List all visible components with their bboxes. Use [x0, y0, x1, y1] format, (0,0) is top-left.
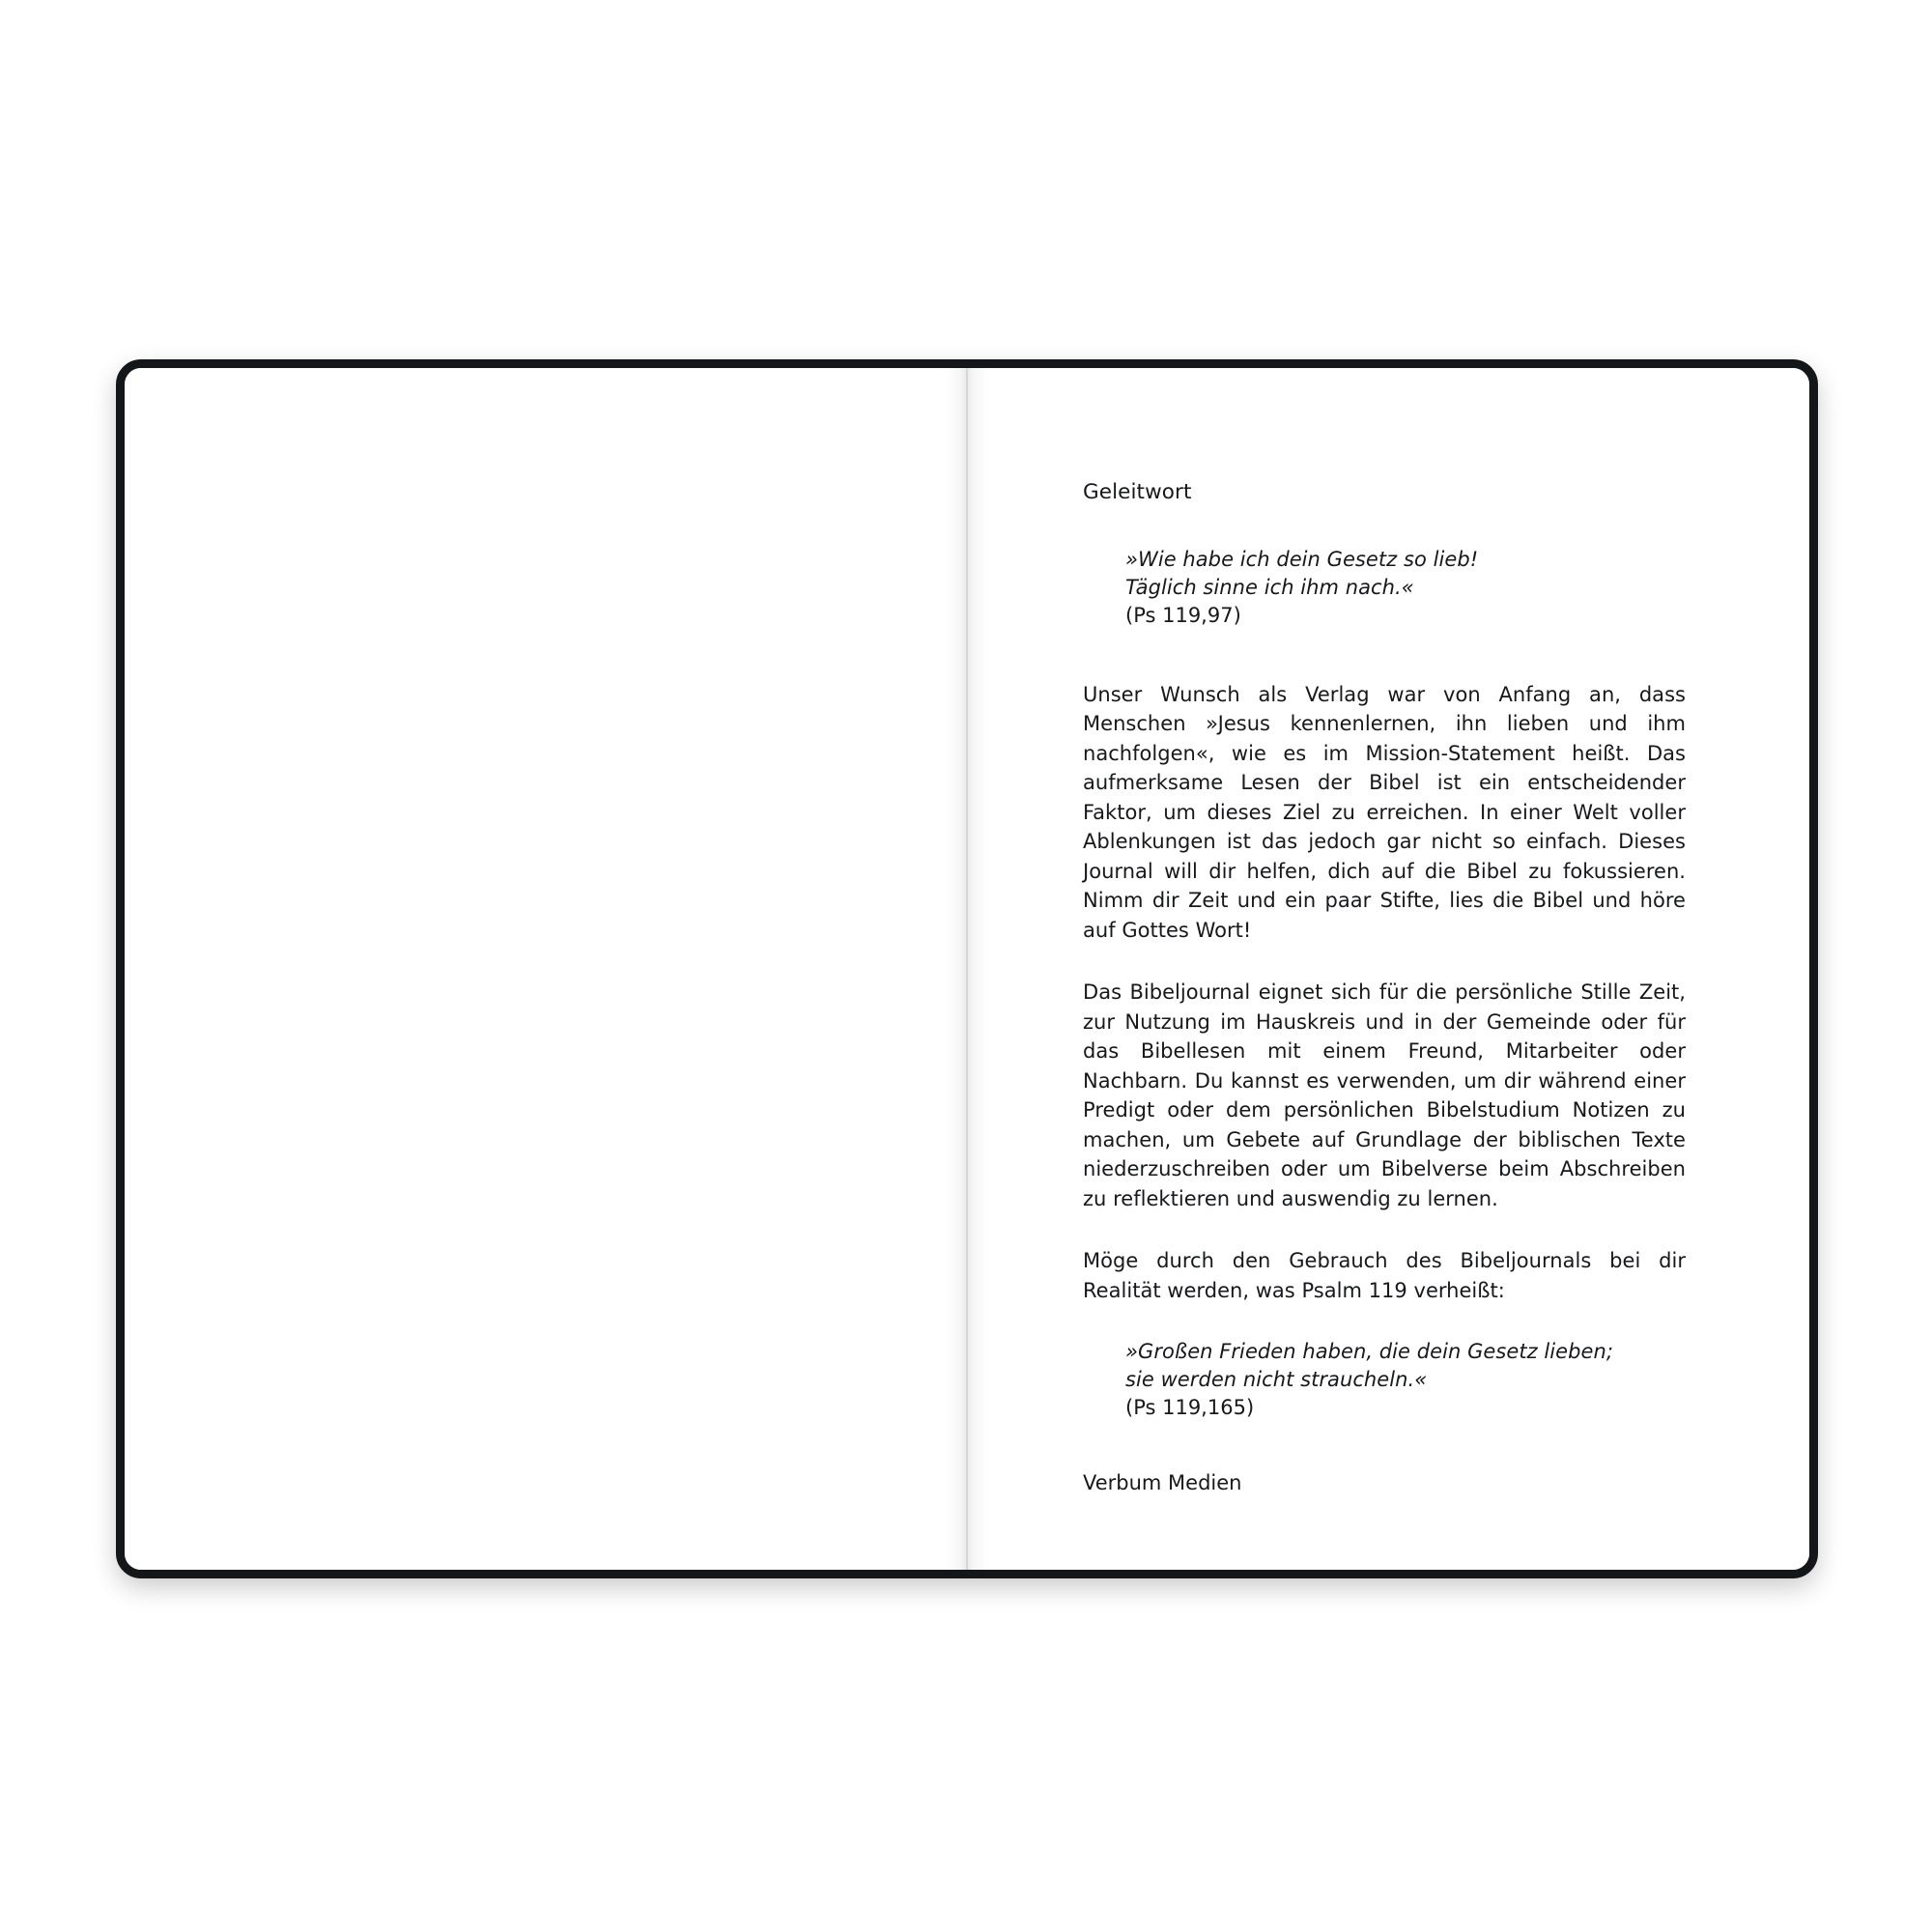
body-paragraph-1: Unser Wunsch als Verlag war von Anfang an, dass Menschen »Jesus kennenlernen, ihn lieben und ihm nachfolgen«, wie es im Mission-Statement heißt. Das aufmerksame Lesen der Bibel ist ein entscheidender Faktor, um dieses Ziel zu erreichen. In einer Welt voller Ablenkungen ist das jedoch gar nicht so einfach. Dieses Journal will dir helfen, dich auf die Bibel zu fokussieren. Nimm dir Zeit und ein paar Stifte, lies die Bibel und höre auf Gottes Wort! — [1083, 682, 1686, 942]
opening-verse-line-1: »Wie habe ich dein Gesetz so lieb! — [1125, 547, 1479, 571]
right-page-content — [1083, 480, 1686, 1497]
closing-verse-line-1: »Großen Frieden haben, die dein Gesetz lieben; — [1125, 1340, 1613, 1364]
closing-verse-line-2: sie werden nicht straucheln.« — [1125, 1368, 1428, 1392]
closing-verse-reference: (Ps 119,165) — [1125, 1396, 1255, 1420]
opening-verse-block — [1083, 546, 1686, 630]
book-page-right — [967, 368, 1809, 1570]
body-paragraph-2: Das Bibeljournal eignet sich für die persönliche Stille Zeit, zur Nutzung im Hauskreis und in der Gemeinde oder für das Bibellesen mit einem Freund, Mitarbeiter oder Nachbarn. Du kannst es verwenden, um dir während einer Predigt oder dem persönlichen Bibelstudium Notizen zu machen, um Gebete auf Grundlage der biblischen Texte niederzuschreiben oder um Bibelverse beim Abschreiben zu reflektieren und auswendig zu lernen. — [1083, 980, 1686, 1210]
publisher-signature: Verbum Medien — [1083, 1471, 1242, 1495]
opening-verse-reference: (Ps 119,97) — [1125, 603, 1241, 627]
book-page-left — [125, 368, 967, 1570]
opening-verse-line-2: Täglich sinne ich ihm nach.« — [1125, 575, 1414, 599]
page-title: Geleitwort — [1083, 480, 1192, 504]
open-book — [116, 359, 1818, 1578]
body-paragraph-3: Möge durch den Gebrauch des Bibeljournals bei dir Realität werden, was Psalm 119 verheißt: — [1083, 1249, 1686, 1302]
closing-verse-block — [1083, 1338, 1686, 1422]
